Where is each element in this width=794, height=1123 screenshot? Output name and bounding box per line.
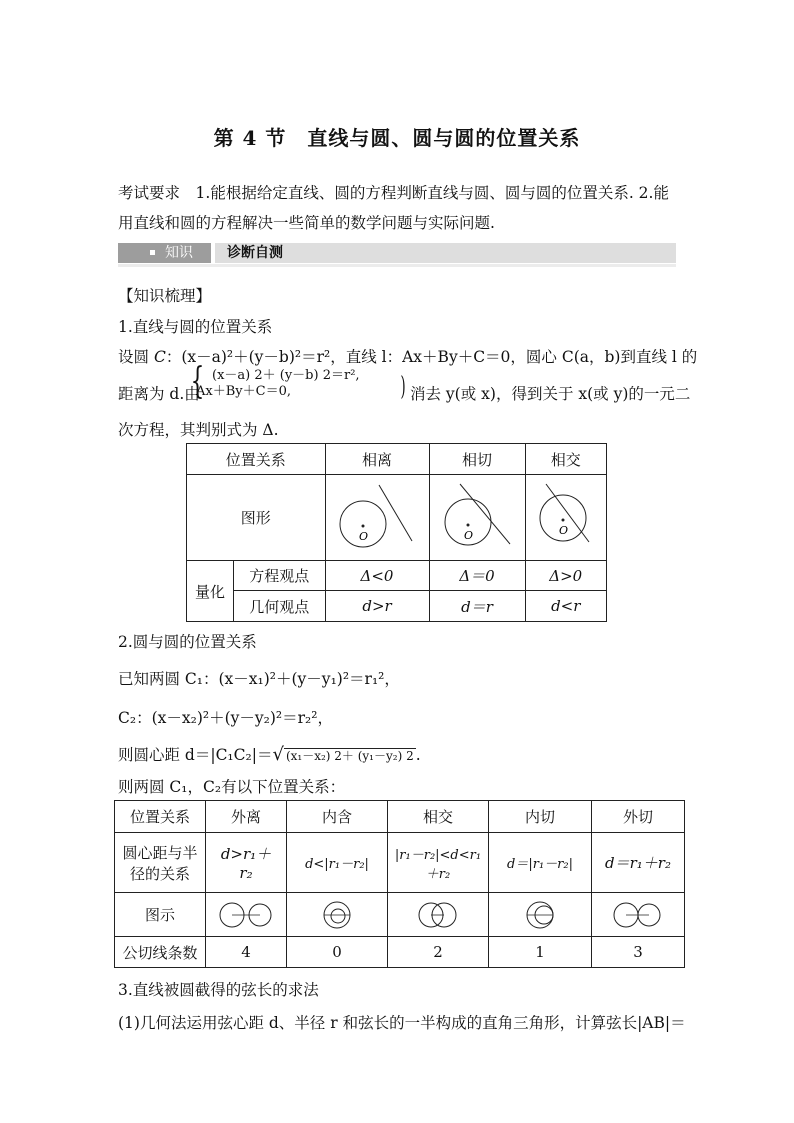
rel1-l1: d>r₁＋ <box>220 845 272 863</box>
t2-rel-3 <box>388 833 489 893</box>
circle-circle-table <box>114 800 685 968</box>
s1-p1b: C <box>153 348 166 366</box>
center-label-3: O <box>558 523 568 537</box>
s1-p1c: ：( <box>165 348 188 366</box>
t1-head-1: 相离 <box>325 444 429 475</box>
s3-para1: (1)几何法运用弦心距 d、半径 r 和弦长的一半构成的直角三角形，计算弦长|AB|＝ <box>118 1014 686 1032</box>
rel1-l2: r₂ <box>239 864 253 882</box>
t1-r1c2: Δ＝0 <box>429 561 525 591</box>
banner-title-text: 诊断自测 <box>227 245 283 261</box>
fig-apart <box>206 893 287 937</box>
s2-c1: 已知两圆 C₁：(x－x₁)²＋(y－y₁)²＝r₁²， <box>118 670 400 688</box>
s1-para3: 次方程，其判别式为 Δ. <box>118 421 279 439</box>
exam-requirement-line2: 用直线和圆的方程解决一些简单的数学问题与实际问题. <box>118 214 495 232</box>
s2-c2: C₂：(x－x₂)²＋(y－y₂)²＝r₂²， <box>118 709 333 727</box>
knowledge-heading: 【知识梳理】 <box>118 287 212 305</box>
fig-line-intersect <box>526 478 606 558</box>
t1-group-label: 量化 <box>187 561 234 622</box>
t1-head-0: 位置关系 <box>187 444 326 475</box>
equation-system <box>196 368 360 400</box>
t2-count-label: 公切线条数 <box>115 937 206 968</box>
rel4-l1: d＝|r₁－r₂| <box>507 857 573 872</box>
fig-line-tangent <box>430 478 520 558</box>
fig-external <box>592 893 685 937</box>
t2-head-5: 外切 <box>592 801 685 833</box>
fig-cross <box>388 893 489 937</box>
t2-head-0: 位置关系 <box>115 801 206 833</box>
banner-tag-text: 知识 <box>165 245 193 261</box>
fig-line-separate <box>326 478 416 558</box>
t2-rel-2 <box>287 833 388 893</box>
rel2-l1: d<|r₁－r₂| <box>305 857 369 872</box>
fig-circles-internal-tangent <box>520 900 560 930</box>
s2-distance <box>118 743 421 765</box>
rel5-l1: d＝r₁＋r₂ <box>605 854 671 872</box>
rel3-l2: ＋r₂ <box>425 866 451 882</box>
t2-count-2: 0 <box>287 937 388 968</box>
center-label-2: O <box>463 528 473 542</box>
requirement-text-1: 1.能根据给定直线、圆的方程判断直线与圆、圆与圆的位置关系. 2.能 <box>195 184 669 202</box>
banner-tag <box>118 243 211 263</box>
t2-count-5: 3 <box>592 937 685 968</box>
dist-radicand: (x₁－x₂) 2＋ (y₁－y₂) 2 <box>285 749 414 763</box>
s1-p1a: 设圆 <box>118 348 154 366</box>
t2-head-3: 相交 <box>388 801 489 833</box>
t2-count-1: 4 <box>206 937 287 968</box>
fig-separate <box>325 475 429 561</box>
fig-circles-external-tangent <box>608 900 668 930</box>
exam-requirement-line1 <box>118 181 669 203</box>
rel-label-1: 圆心距与半 <box>122 843 198 862</box>
t2-head-4: 内切 <box>489 801 592 833</box>
dist-label: 则圆心距 d＝|C₁C₂|＝ <box>118 746 273 764</box>
t1-r2c2: d＝r <box>429 591 525 622</box>
fig-internal <box>489 893 592 937</box>
t1-r2c3: d<r <box>525 591 606 622</box>
s1-heading: 1.直线与圆的位置关系 <box>118 318 273 336</box>
sqrt-sign: √ <box>272 744 284 765</box>
s3-heading: 3.直线被圆截得的弦长的求法 <box>118 981 319 999</box>
t2-head-2: 内含 <box>287 801 388 833</box>
t2-rel-4 <box>489 833 592 893</box>
t1-shape-label: 图形 <box>187 475 326 561</box>
system-eq2: Ax＋By＋C＝0, <box>196 384 291 399</box>
system-eq1: (x－a) 2＋ (y－b) 2＝r², <box>212 368 360 383</box>
t1-r1c1: Δ<0 <box>325 561 429 591</box>
fig-contain <box>287 893 388 937</box>
brace-left: { <box>190 361 205 402</box>
fig-circles-intersect <box>413 900 463 930</box>
t2-head-1: 外离 <box>206 801 287 833</box>
banner-title <box>215 243 676 263</box>
fig-intersect <box>525 475 606 561</box>
s2-intro: 则两圆 C₁，C₂有以下位置关系： <box>118 778 346 796</box>
requirement-label: 考试要求 <box>118 184 181 202</box>
t1-row1-label: 方程观点 <box>234 561 326 591</box>
brace-right: ) <box>400 372 406 402</box>
page-title: 第 4 节 直线与圆、圆与圆的位置关系 <box>213 126 581 150</box>
s1-para1 <box>118 345 697 367</box>
t1-head-2: 相切 <box>429 444 525 475</box>
rel3-l1: |r₁－r₂|<d<r₁ <box>394 847 482 863</box>
fig-circles-apart <box>216 900 276 930</box>
t1-head-3: 相交 <box>525 444 606 475</box>
t2-count-4: 1 <box>489 937 592 968</box>
t2-rel-label <box>115 833 206 893</box>
s2-heading: 2.圆与圆的位置关系 <box>118 633 257 651</box>
t2-count-3: 2 <box>388 937 489 968</box>
rel-label-2: 径的关系 <box>129 864 190 883</box>
dist-end: . <box>415 746 421 764</box>
t2-rel-1 <box>206 833 287 893</box>
fig-tangent <box>429 475 525 561</box>
center-label-1: O <box>358 529 368 543</box>
line-circle-table <box>186 443 607 622</box>
fig-circles-contain <box>317 900 357 930</box>
s1-p1-eq: x－a)²＋(y－b)²＝r²，直线 l：Ax＋By＋C＝0，圆心 C(a，b)到直线 l 的 <box>187 348 698 366</box>
t1-r1c3: Δ>0 <box>525 561 606 591</box>
t1-row2-label: 几何观点 <box>234 591 326 622</box>
s1-para2b: 消去 y(或 x)，得到关于 x(或 y)的一元二 <box>410 385 691 403</box>
section-banner <box>118 241 676 267</box>
t2-rel-5 <box>592 833 685 893</box>
t2-fig-label: 图示 <box>115 893 206 937</box>
t1-r2c1: d>r <box>325 591 429 622</box>
s1-para2a: 距离为 d.由 <box>118 385 200 403</box>
